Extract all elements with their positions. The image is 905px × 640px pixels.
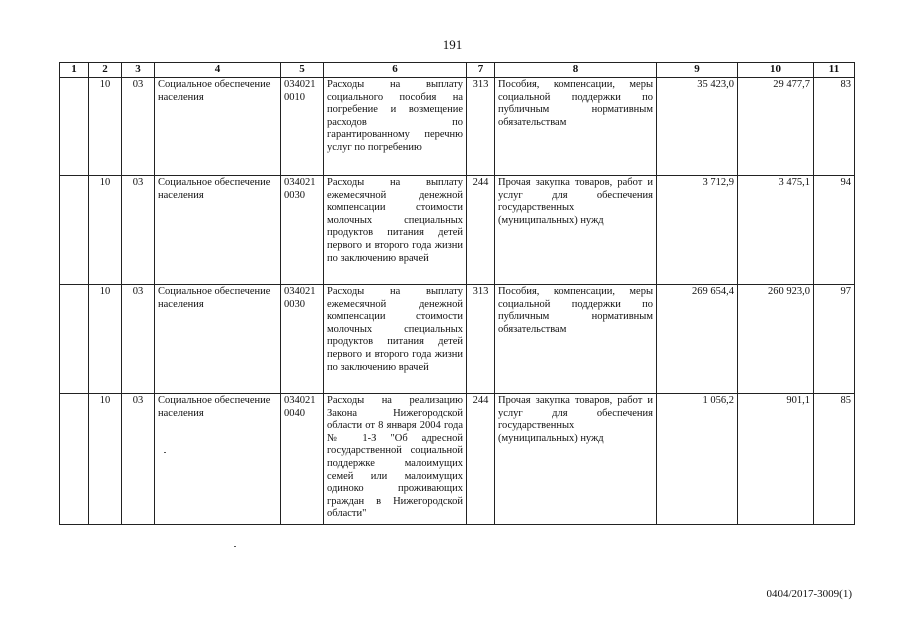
planned-amount-cell: 35 423,0 [657,78,738,176]
executed-amount-cell: 3 475,1 [738,176,814,285]
col-header-3: 3 [122,63,155,78]
executed-amount-cell: 901,1 [738,394,814,525]
row-index-cell [60,285,89,394]
percent-cell: 85 [814,394,855,525]
table-row [60,394,855,525]
expense-type-name-cell: Пособия, компенсации, меры социальной поддержки по публичным нормативным обязательствам [495,78,657,176]
target-code-cell: 034021 0030 [281,176,324,285]
table-row [60,285,855,394]
target-code-cell: 034021 0010 [281,78,324,176]
section-name-cell: Социальное обеспечение населения [155,176,281,285]
col-header-6: 6 [324,63,467,78]
section-cell: 10 [89,394,122,525]
subsection-cell: 03 [122,285,155,394]
executed-amount-cell: 260 923,0 [738,285,814,394]
col-header-4: 4 [155,63,281,78]
executed-amount-cell: 29 477,7 [738,78,814,176]
expense-description-cell: Расходы на выплату ежемесячной денежной компенсации стоимости молочных специальных продуктов питания детей первого и второго года жизни по заключению врачей [324,285,467,394]
expense-type-code-cell: 244 [467,394,495,525]
section-cell: 10 [89,78,122,176]
expense-type-code-cell: 313 [467,78,495,176]
section-cell: 10 [89,176,122,285]
percent-cell: 94 [814,176,855,285]
section-cell: 10 [89,285,122,394]
row-index-cell [60,78,89,176]
expense-type-code-cell: 313 [467,285,495,394]
section-name-cell: Социальное обеспечение населения [155,394,281,525]
expense-type-name-cell: Прочая закупка товаров, работ и услуг для обеспечения государственных (муниципальных) нужд [495,176,657,285]
col-header-11: 11 [814,63,855,78]
expense-description-cell: Расходы на выплату ежемесячной денежной компенсации стоимости молочных специальных продуктов питания детей первого и второго года жизни по заключению врачей [324,176,467,285]
expense-type-code-cell: 244 [467,176,495,285]
percent-cell: 97 [814,285,855,394]
target-code-cell: 034021 0030 [281,285,324,394]
header-row [60,63,855,78]
scan-speck [234,546,236,547]
col-header-1: 1 [60,63,89,78]
target-code-cell: 034021 0040 [281,394,324,525]
page-number: 191 [442,37,463,52]
col-header-10: 10 [738,63,814,78]
section-name-cell: Социальное обеспечение населения [155,78,281,176]
expense-type-name-cell: Прочая закупка товаров, работ и услуг для обеспечения государственных (муниципальных) нужд [495,394,657,525]
table-row [60,176,855,285]
expense-type-name-cell: Пособия, компенсации, меры социальной поддержки по публичным нормативным обязательствам [495,285,657,394]
expense-description-cell: Расходы на реализацию Закона Нижегородской области от 8 января 2004 года № 1-З "Об адресной государственной социальной поддержке малоимущих семей или малоимущих одиноко проживающих граждан в Нижегородской области" [324,394,467,525]
document-code: 0404/2017-3009(1) [766,588,852,600]
row-index-cell [60,176,89,285]
subsection-cell: 03 [122,78,155,176]
planned-amount-cell: 3 712,9 [657,176,738,285]
col-header-7: 7 [467,63,495,78]
row-index-cell [60,394,89,525]
expense-description-cell: Расходы на выплату социального пособия на погребение и возмещение расходов по гарантированному перечню услуг по погребению [324,78,467,176]
col-header-9: 9 [657,63,738,78]
subsection-cell: 03 [122,394,155,525]
budget-table [59,62,855,525]
subsection-cell: 03 [122,176,155,285]
planned-amount-cell: 269 654,4 [657,285,738,394]
col-header-8: 8 [495,63,657,78]
percent-cell: 83 [814,78,855,176]
planned-amount-cell: 1 056,2 [657,394,738,525]
scan-speck [164,452,166,453]
col-header-2: 2 [89,63,122,78]
section-name-cell: Социальное обеспечение населения [155,285,281,394]
col-header-5: 5 [281,63,324,78]
table-row [60,78,855,176]
